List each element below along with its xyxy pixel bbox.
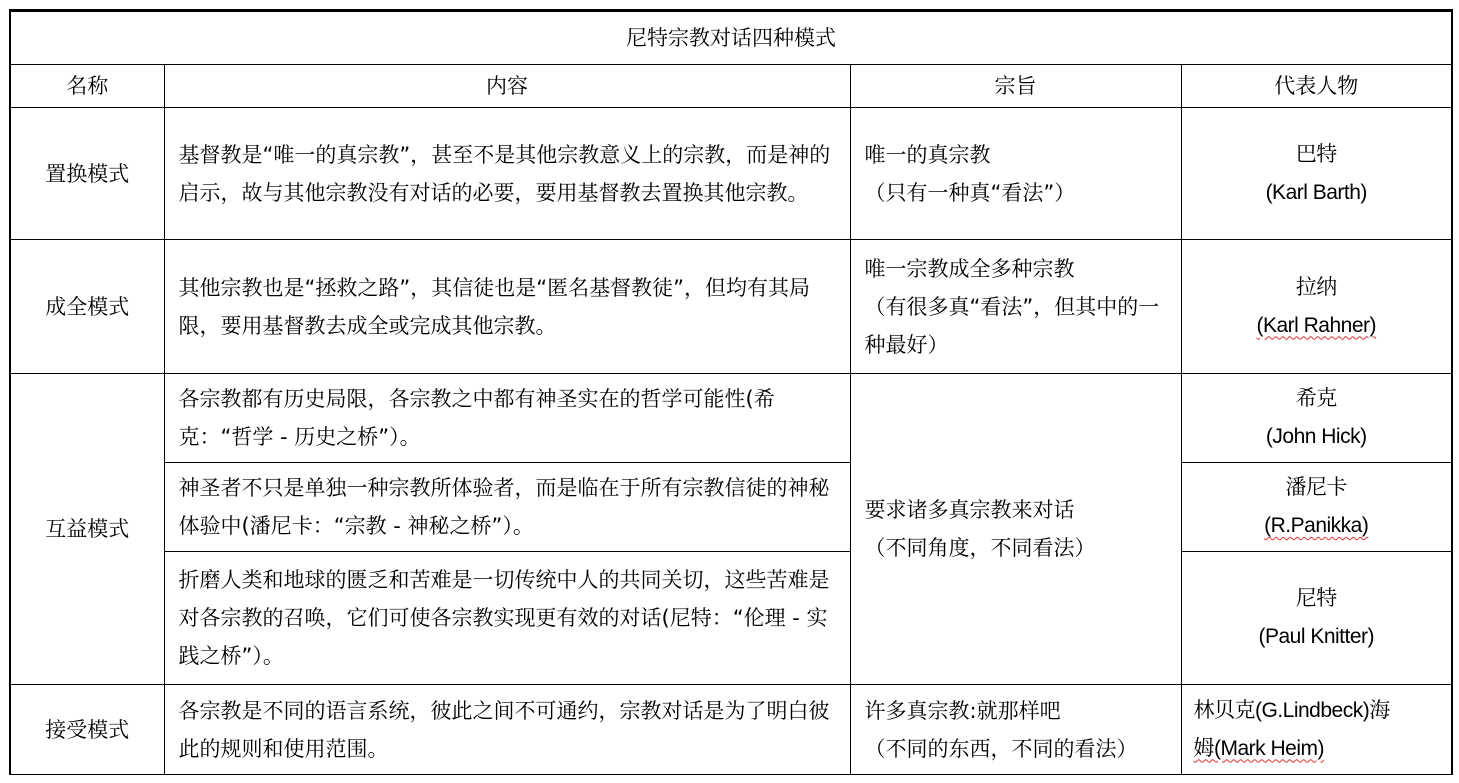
mode-content: 基督教是“唯一的真宗教”，甚至不是其他宗教意义上的宗教，而是神的启示，故与其他宗教没有对话的必要，要用基督教去置换其他宗教。	[164, 108, 850, 240]
header-person: 代表人物	[1181, 65, 1452, 108]
table-title: 尼特宗教对话四种模式	[10, 11, 1452, 65]
mode-name: 置换模式	[10, 108, 164, 240]
mode-person	[1181, 685, 1452, 775]
table-row	[10, 374, 1452, 463]
mode-content: 折磨人类和地球的匮乏和苦难是一切传统中人的共同关切，这些苦难是对各宗教的召唤，它们可使各宗教实现更有效的对话(尼特：“伦理 - 实践之桥”）。	[164, 552, 850, 685]
mode-person	[1181, 240, 1452, 374]
person-cn: 尼特	[1295, 587, 1337, 610]
table-row	[10, 463, 1452, 552]
mode-name: 接受模式	[10, 685, 164, 775]
aim-line-1: 唯一宗教成全多种宗教	[864, 256, 1075, 281]
mode-content: 神圣者不只是单独一种宗教所体验者，而是临在于所有宗教信徒的神秘体验中(潘尼卡：“宗教 - 神秘之桥”）。	[164, 463, 850, 552]
person-cn: 巴特	[1295, 142, 1337, 166]
person-en: (R.Panikka)	[1264, 514, 1369, 537]
mode-name: 互益模式	[10, 374, 164, 685]
aim-line-1: 要求诸多真宗教来对话	[864, 498, 1075, 522]
person-cn: 拉纳	[1295, 275, 1337, 299]
mode-content: 各宗教是不同的语言系统，彼此之间不可通约，宗教对话是为了明白彼此的规则和使用范围。	[164, 685, 850, 775]
person-cn: 希克	[1295, 387, 1337, 410]
person-en: (Paul Knitter)	[1258, 625, 1375, 648]
person-line-1: 林贝克(G.Lindbeck)海	[1193, 698, 1390, 722]
aim-line-2: （不同的东西，不同的看法）	[864, 736, 1138, 761]
aim-line-2: （不同角度，不同看法）	[864, 536, 1096, 560]
table-row	[10, 685, 1452, 775]
aim-line-2: （有很多真“看法”，但其中的一种最好）	[864, 294, 1160, 357]
person-en: (Karl Barth)	[1265, 180, 1367, 204]
table-row	[10, 240, 1452, 374]
header-content: 内容	[164, 65, 850, 108]
mode-aim	[850, 374, 1181, 685]
table-row	[10, 552, 1452, 685]
header-name: 名称	[10, 65, 164, 108]
person-en: (John Hick)	[1265, 425, 1367, 448]
mode-content: 各宗教都有历史局限，各宗教之中都有神圣实在的哲学可能性(希克：“哲学 - 历史之桥”）。	[164, 374, 850, 463]
header-aim: 宗旨	[850, 65, 1181, 108]
person-en: (Karl Rahner)	[1256, 313, 1377, 337]
mode-person	[1181, 463, 1452, 552]
aim-line-1: 唯一的真宗教	[864, 142, 991, 167]
table-row	[10, 108, 1452, 240]
person-line-2: 姆(Mark Heim)	[1193, 736, 1324, 760]
mode-aim	[850, 108, 1181, 240]
mode-aim	[850, 685, 1181, 775]
mode-person	[1181, 374, 1452, 463]
aim-line-2: （只有一种真“看法”）	[864, 180, 1076, 205]
religious-dialogue-table	[9, 9, 1453, 775]
person-cn: 潘尼卡	[1285, 476, 1347, 499]
mode-aim	[850, 240, 1181, 374]
mode-name: 成全模式	[10, 240, 164, 374]
mode-person	[1181, 108, 1452, 240]
mode-content: 其他宗教也是“拯救之路”，其信徒也是“匿名基督教徒”，但均有其局限，要用基督教去成全或完成其他宗教。	[164, 240, 850, 374]
aim-line-1: 许多真宗教:就那样吧	[864, 698, 1061, 723]
mode-person	[1181, 552, 1452, 685]
